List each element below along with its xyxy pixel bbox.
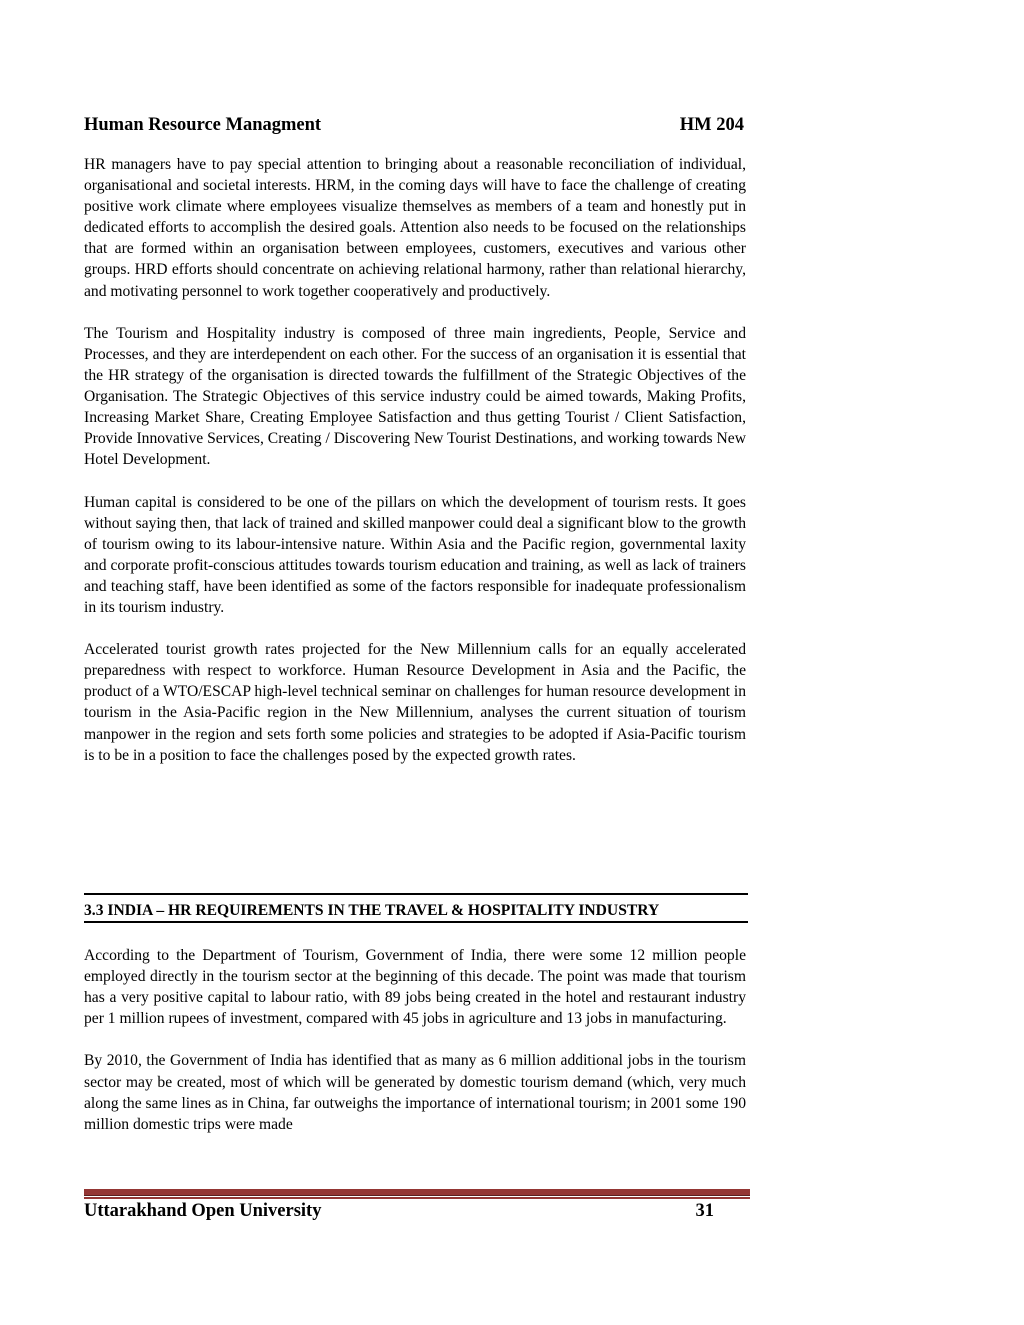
page-footer: [84, 1201, 714, 1222]
paragraph: According to the Department of Tourism, Government of India, there were some 12 million people employed directly in the tourism sector at the beginning of this decade. The point was made that tourism has a very positive capital to labour ratio, with 89 jobs being created in the hotel and restaurant industry per 1 million rupees of investment, compared with 45 jobs in agriculture and 13 jobs in manufacturing.: [84, 947, 746, 1028]
course-title: Human Resource Managment: [84, 115, 322, 135]
page-header: [84, 115, 744, 136]
section-body-text: [84, 945, 746, 1156]
paragraph: HR managers have to pay special attention to bringing about a reasonable reconciliation of individual, organisational and societal interests. HRM, in the coming days will have to face the challenge of creating positive work climate where employees visualize themselves as members of a team and honestly put in dedicated efforts to accomplish the desired goals. Attention also needs to be focused on the relationships that are formed within an organisation between employees, customers, executives and various other groups. HRD efforts should concentrate on achieving relational harmony, rather than relational hierarchy, and motivating personnel to work together cooperatively and productively.: [84, 156, 746, 300]
section-heading: 3.3 INDIA – HR REQUIREMENTS IN THE TRAVEL & HOSPITALITY INDUSTRY: [84, 893, 748, 923]
paragraph: Accelerated tourist growth rates projected for the New Millennium calls for an equally accelerated preparedness with respect to workforce. Human Resource Development in Asia and the Pacific, the product of a WTO/ESCAP high-level technical seminar on challenges for human resource development in tourism in the Asia-Pacific region in the New Millennium, analyses the current situation of tourism manpower in the region and sets forth some policies and strategies to be adopted if Asia-Pacific tourism is to be in a position to face the challenges posed by the expected growth rates.: [84, 641, 746, 764]
body-text: [84, 154, 746, 787]
course-code: HM 204: [679, 115, 744, 135]
page-number: 31: [695, 1201, 714, 1221]
paragraph: By 2010, the Government of India has identified that as many as 6 million additional jobs in the tourism sector may be created, most of which will be generated by domestic tourism demand (which, very much along the same lines as in China, far outweighs the importance of international tourism; in 2001 some 190 million domestic trips were made: [84, 1052, 746, 1133]
footer-divider: [84, 1189, 750, 1196]
paragraph: Human capital is considered to be one of the pillars on which the development of tourism rests. It goes without saying then, that lack of trained and skilled manpower could deal a significant blow to the growth of tourism owing to its labour-intensive nature. Within Asia and the Pacific region, governmental laxity and corporate profit-conscious attitudes towards tourism education and training, as well as lack of trainers and teaching staff, have been identified as some of the factors responsible for inadequate professionalism in its tourism industry.: [84, 493, 746, 616]
university-name: Uttarakhand Open University: [84, 1201, 322, 1221]
paragraph: The Tourism and Hospitality industry is composed of three main ingredients, People, Service and Processes, and they are interdependent on each other. For the success of an organisation it is essential that the HR strategy of the organisation is directed towards the fulfillment of the Strategic Objectives of the Organisation. The Strategic Objectives of this service industry could be aimed towards, Making Profits, Increasing Market Share, Creating Employee Satisfaction and thus getting Tourist / Client Satisfaction, Provide Innovative Services, Creating / Discovering New Tourist Destinations, and working towards New Hotel Development.: [84, 324, 746, 469]
